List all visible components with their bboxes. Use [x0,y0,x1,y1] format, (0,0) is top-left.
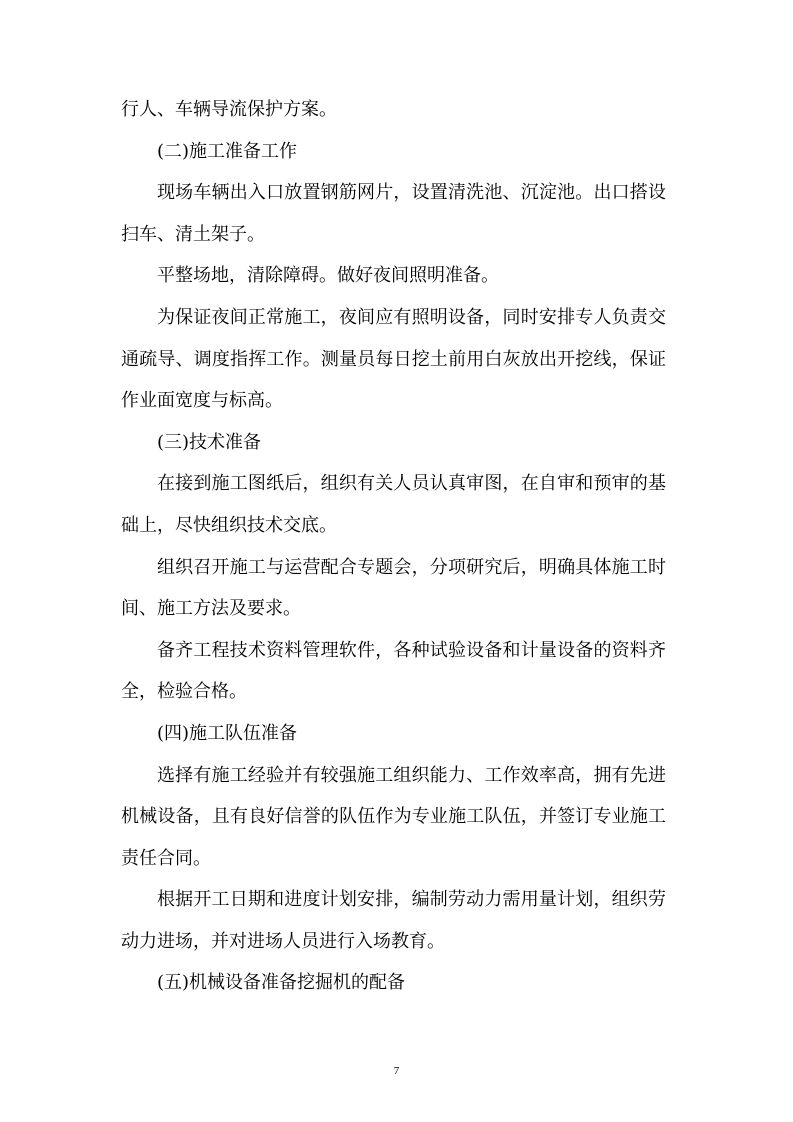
paragraph-coordination-meeting: 组织召开施工与运营配合专题会，分项研究后，明确具体施工时间、施工方法及要求。 [121,556,666,620]
paragraph-team-selection: 选择有施工经验并有较强施工组织能力、工作效率高，拥有先进机械设备，且有良好信誉的队伍作为专业施工队伍，并签订专业施工责任合同。 [121,764,666,869]
page-number: 7 [393,1065,400,1077]
section-heading-equipment-preparation: (五)机械设备准备挖掘机的配备 [157,972,406,994]
section-heading-team-preparation: (四)施工队伍准备 [157,722,298,744]
paragraph-site-entrance: 现场车辆出入口放置钢筋网片，设置清洗池、沉淀池。出口搭设扫车、清土架子。 [121,182,666,245]
paragraph-continuation: 行人、车辆导流保护方案。 [121,99,337,120]
paragraph-site-leveling: 平整场地，清除障碍。做好夜间照明准备。 [157,265,499,287]
section-heading-technical-preparation: (三)技术准备 [157,431,262,453]
paragraph-technical-documents: 备齐工程技术资料管理软件，各种试验设备和计量设备的资料齐全，检验合格。 [121,639,666,703]
document-body [121,89,666,1004]
paragraph-drawing-review: 在接到施工图纸后，组织有关人员认真审图，在自审和预审的基础上，尽快组织技术交底。 [121,473,666,536]
section-heading-construction-preparation: (二)施工准备工作 [157,140,298,162]
paragraph-night-construction: 为保证夜间正常施工，夜间应有照明设备，同时安排专人负责交通疏导、调度指挥工作。测量员每日挖土前用白灰放出开挖线，保证作业面宽度与标高。 [121,306,666,412]
paragraph-labor-plan: 根据开工日期和进度计划安排，编制劳动力需用量计划，组织劳动力进场，并对进场人员进行入场教育。 [121,889,666,952]
